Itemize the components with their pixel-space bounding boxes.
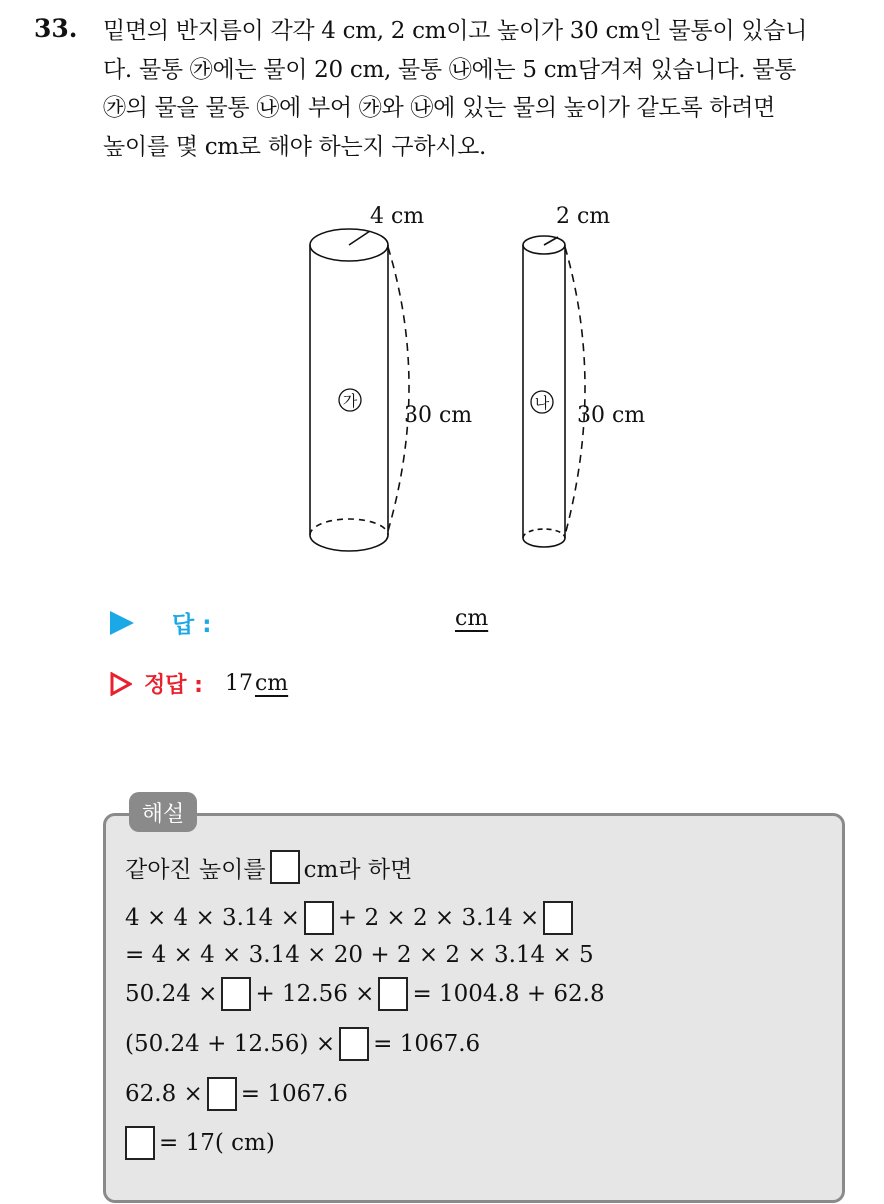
exp-l6-a: 62.8 ×	[125, 1081, 203, 1107]
question-line-4: 높이를 몇 cm로 해야 하는지 구하시오.	[103, 133, 487, 160]
blank-box	[304, 901, 334, 935]
question-line-1: 밑면의 반지름이 각각 4 cm, 2 cm이고 높이가 30 cm인 물통이 있습니	[103, 18, 808, 44]
answer-unit: cm	[455, 606, 489, 631]
question-line-2: 다. 물통 ㉮에는 물이 20 cm, 물통 ㉯에는 5 cm담겨져 있습니다. 물통	[103, 56, 797, 83]
blank-box	[125, 1126, 155, 1160]
outline-triangle-icon	[110, 672, 132, 696]
exp-l7: = 17( cm)	[159, 1130, 275, 1156]
play-triangle-icon	[110, 611, 134, 635]
cylinder-b	[523, 236, 585, 547]
explanation-line-4	[125, 977, 605, 1011]
exp-l3: = 4 × 4 × 3.14 × 20 + 2 × 2 × 3.14 × 5	[125, 942, 594, 968]
exp-l4-c: = 1004.8 + 62.8	[412, 981, 605, 1007]
cyl-a-height-label: 30 cm	[404, 403, 473, 428]
cylinder-a	[310, 229, 409, 551]
exp-l1-b: cm라 하면	[303, 856, 413, 883]
correct-answer-unit: cm	[254, 671, 289, 696]
explanation-line-5	[125, 1027, 480, 1061]
exp-l2-b: + 2 × 2 × 3.14 ×	[337, 905, 540, 931]
exp-l4-b: + 12.56 ×	[255, 981, 375, 1007]
answer-label: 답 :	[172, 612, 212, 638]
exp-l2-a: 4 × 4 × 3.14 ×	[125, 905, 300, 931]
cyl-a-radius-label: 4 cm	[370, 204, 425, 229]
exp-l5-b: = 1067.6	[373, 1031, 481, 1057]
blank-box	[339, 1027, 369, 1061]
explanation-line-6	[125, 1077, 348, 1111]
explanation-tab: 해설	[129, 792, 197, 832]
question-number: 33.	[34, 14, 78, 43]
blank-box	[270, 850, 300, 884]
explanation-line-7	[125, 1126, 275, 1160]
correct-answer-row	[110, 668, 288, 699]
explanation-line-1	[125, 850, 412, 884]
question-text	[103, 12, 863, 166]
correct-answer-label: 정답 :	[144, 673, 203, 698]
cyl-b-radius-label: 2 cm	[556, 204, 611, 229]
blank-box	[543, 901, 573, 935]
blank-box	[221, 977, 251, 1011]
blank-box	[207, 1077, 237, 1111]
explanation-line-2	[125, 901, 577, 935]
cyl-b-name: 나	[534, 394, 550, 412]
correct-answer-number: 17	[224, 671, 253, 696]
cylinders-figure	[290, 195, 670, 565]
question-line-3: ㉮의 물을 물통 ㉯에 부어 ㉮와 ㉯에 있는 물의 높이가 같도록 하려면	[103, 95, 776, 121]
exp-l1-a: 같아진 높이를	[125, 856, 266, 883]
correct-answer-value	[225, 671, 288, 696]
cyl-a-name: 가	[342, 392, 358, 410]
cyl-b-height-label: 30 cm	[577, 403, 646, 428]
exp-l4-a: 50.24 ×	[125, 981, 218, 1007]
explanation-line-3	[125, 942, 594, 968]
blank-box	[378, 977, 408, 1011]
answer-row	[110, 606, 211, 639]
exp-l6-b: = 1067.6	[240, 1081, 348, 1107]
exp-l5-a: (50.24 + 12.56) ×	[125, 1031, 336, 1057]
